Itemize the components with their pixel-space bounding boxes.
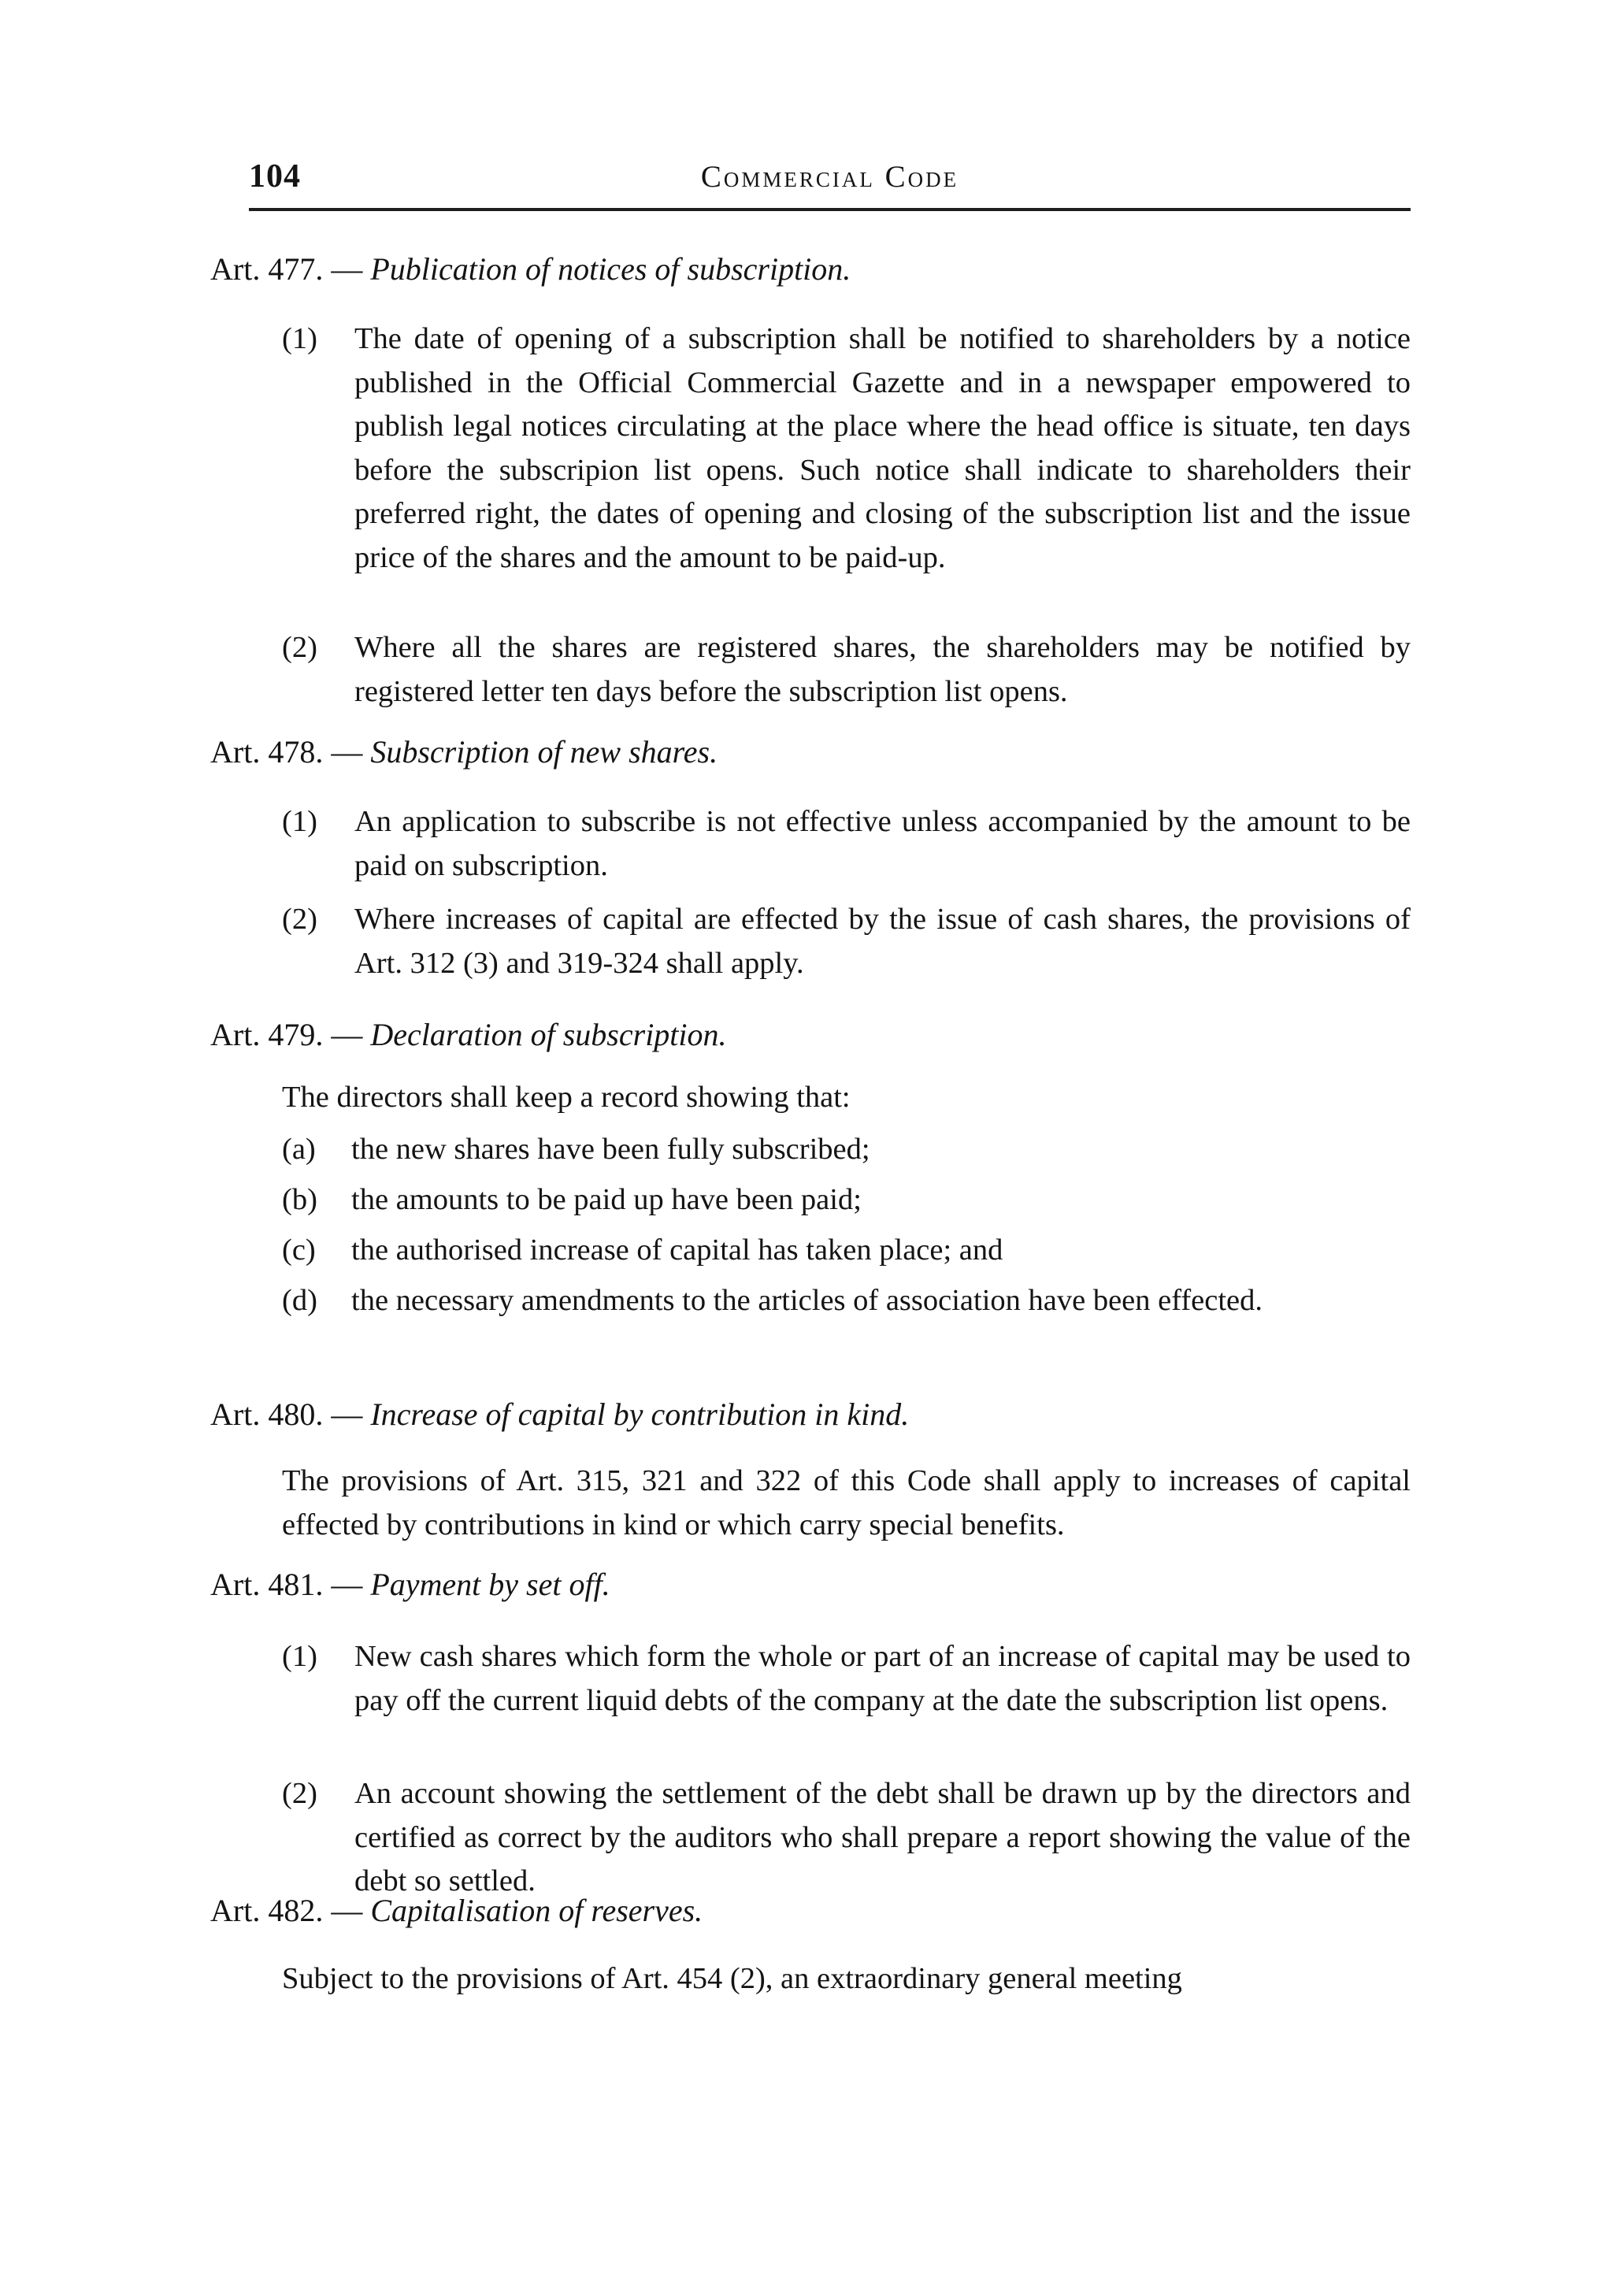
article-body: The provisions of Art. 315, 321 and 322 of this Code shall apply to increases of capital effected by contributions in kind or which carry special benefits. xyxy=(282,1464,1411,1541)
article-477 xyxy=(210,249,1423,290)
item-text: An account showing the settlement of the debt shall be drawn up by the directors and certified as correct by the auditors who shall prepare a report showing the value of the debt so settled. xyxy=(354,1777,1411,1897)
item-marker: (b) xyxy=(282,1183,317,1216)
item-marker: (2) xyxy=(282,631,317,664)
running-title: Commercial Code xyxy=(700,160,959,194)
article-title: Payment by set off. xyxy=(370,1567,610,1602)
page-number: 104 xyxy=(249,158,301,195)
article-482 xyxy=(210,1890,1423,1931)
article-title: Increase of capital by contribution in kind. xyxy=(370,1397,910,1432)
item-marker: (2) xyxy=(282,1777,317,1810)
item-marker: (2) xyxy=(282,903,317,936)
article-body: Subject to the provisions of Art. 454 (2), an extraordinary general meeting xyxy=(282,1962,1182,1995)
running-head xyxy=(249,158,1411,205)
article-number: Art. 480. — xyxy=(210,1397,363,1432)
article-number: Art. 479. — xyxy=(210,1017,363,1052)
item-marker: (1) xyxy=(282,1640,317,1673)
article-title: Declaration of subscription. xyxy=(370,1017,727,1052)
item-text: An application to subscribe is not effective unless accompanied by the amount to be paid on subscription. xyxy=(354,805,1411,882)
item-marker: (1) xyxy=(282,805,317,838)
article-heading xyxy=(210,1564,1423,1605)
article-heading xyxy=(210,249,1423,290)
article-478 xyxy=(210,732,1423,773)
item-marker: (a) xyxy=(282,1133,316,1166)
item-marker: (d) xyxy=(282,1284,317,1317)
item-text: the necessary amendments to the articles of association have been effected. xyxy=(351,1284,1263,1317)
item-text: the new shares have been fully subscribed; xyxy=(351,1133,870,1166)
article-481 xyxy=(210,1564,1423,1605)
article-number: Art. 477. — xyxy=(210,251,363,287)
article-heading xyxy=(210,1014,1423,1055)
item-text: the authorised increase of capital has taken place; and xyxy=(351,1233,1003,1267)
article-number: Art. 478. — xyxy=(210,734,363,770)
item-text: The date of opening of a subscription shall be notified to shareholders by a notice published in the Official Commercial Gazette and in a newspaper empowered to publish legal notices circulating at the place where the head office is situate, ten days before the subscripion list opens. Such notice shall indicate to shareholders their preferred right, the dates of opening and closing of the subscription list and the issue price of the shares and the amount to be paid-up. xyxy=(354,322,1411,574)
article-title: Publication of notices of subscription. xyxy=(370,251,851,287)
article-title: Capitalisation of reserves. xyxy=(370,1893,703,1928)
item-marker: (1) xyxy=(282,322,317,355)
article-number: Art. 482. — xyxy=(210,1893,363,1928)
article-heading xyxy=(210,1394,1423,1435)
article-intro: The directors shall keep a record showing that: xyxy=(282,1081,851,1114)
article-heading xyxy=(210,1890,1423,1931)
item-text: New cash shares which form the whole or part of an increase of capital may be used to pay off the current liquid debts of the company at the date the subscription list opens. xyxy=(354,1640,1411,1717)
article-479 xyxy=(210,1014,1423,1055)
item-text: Where increases of capital are effected by the issue of cash shares, the provisions of Art. 312 (3) and 319-324 shall apply. xyxy=(354,903,1411,980)
item-marker: (c) xyxy=(282,1233,316,1267)
article-number: Art. 481. — xyxy=(210,1567,363,1602)
article-heading xyxy=(210,732,1423,773)
header-rule xyxy=(249,208,1411,211)
article-title: Subscription of new shares. xyxy=(370,734,718,770)
article-480 xyxy=(210,1394,1423,1435)
item-text: the amounts to be paid up have been paid; xyxy=(351,1183,862,1216)
item-text: Where all the shares are registered shares, the shareholders may be notified by registered letter ten days before the subscription list opens. xyxy=(354,631,1411,708)
